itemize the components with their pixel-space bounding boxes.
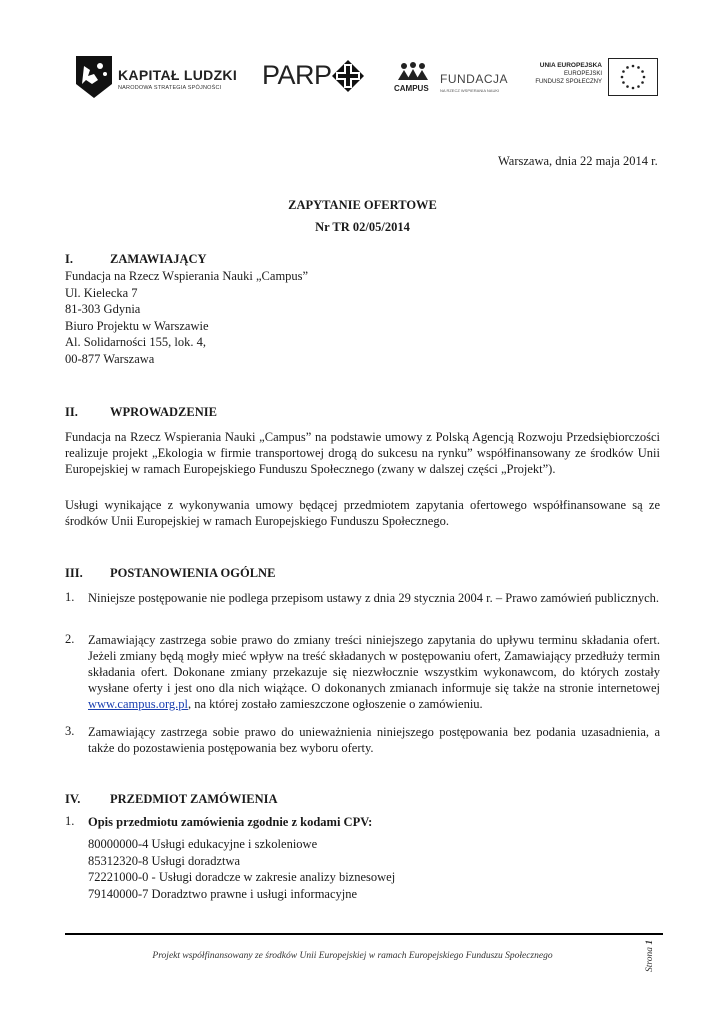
address-line: 00-877 Warszawa [65, 351, 155, 366]
eu-line-2: EUROPEJSKI [563, 71, 602, 77]
kapital-ludzki-logo-icon [72, 54, 114, 100]
footer-divider [65, 933, 663, 935]
eu-star-icon [632, 87, 635, 90]
campus-logo-text: CAMPUS [394, 84, 429, 93]
section-4-number: IV. [65, 792, 81, 806]
kapital-ludzki-subtitle: NARODOWA STRATEGIA SPÓJNOŚCI [118, 85, 222, 91]
section-3-title: POSTANOWIENIA OGÓLNE [110, 566, 276, 580]
footer-text: Projekt współfinansowany ze środków Unii Europejskiej w ramach Europejskiego Funduszu Społecznego [152, 951, 553, 961]
eu-star-icon [641, 70, 644, 73]
address-line: Fundacja na Rzecz Wspierania Nauki „Campus” [65, 269, 309, 283]
eu-star-icon [632, 65, 635, 68]
fundacja-logo-subtitle: NA RZECZ WSPIERANIA NAUKI [440, 88, 500, 93]
general-provision-1: Niniejsze postępowanie nie podlega przepisom ustawy z dnia 29 stycznia 2004 r. – Prawo zamówień publicznych. [88, 591, 660, 605]
logo-bar [0, 0, 725, 120]
section-4-title: PRZEDMIOT ZAMÓWIENIA [110, 792, 278, 806]
eu-star-icon [621, 76, 624, 79]
general-provision-2 [88, 632, 660, 712]
eu-star-icon [643, 76, 646, 79]
section-2-number: II. [65, 405, 78, 419]
eu-star-icon [626, 85, 629, 88]
parp-logo-icon [330, 58, 366, 94]
section-1-number: I. [65, 252, 73, 266]
eu-logo-text [520, 62, 602, 86]
section-2-title: WPROWADZENIE [110, 405, 217, 419]
address-line: Biuro Projektu w Warszawie [65, 318, 209, 333]
cpv-codes-list [88, 836, 395, 902]
cpv-code: 72221000-0 - Usługi doradcze w zakresie analizy biznesowej [88, 870, 396, 884]
document-date: Warszawa, dnia 22 maja 2014 r. [498, 154, 658, 168]
provision-2-text: Zamawiający zastrzega sobie prawo do zmiany treści niniejszego zapytania do upływu terminu składania ofert. Jeżeli zmiany będą mogły mieć wpływ na treść składanych w postępowaniu ofert, Zamawiający przedłuży termin składania ofert. Dokonane zmiany przekazuje się niezwłocznie wszystkim wykonawcom, do których zostały wysłane oferty i jest ono dla nich wiążące. O dokonanych zmianach informuje się także na stronie internetowej [88, 633, 660, 695]
address-line: Ul. Kielecka 7 [65, 285, 138, 300]
item-number: 1. [65, 814, 75, 828]
page-number-value: 1 [645, 939, 655, 945]
eu-star-icon [641, 81, 644, 84]
eu-star-icon [622, 70, 625, 73]
item-number: 1. [65, 590, 75, 604]
general-provision-3: Zamawiający zastrzega sobie prawo do unieważnienia niniejszego postępowania bez podania uzasadnienia, a także do pozostawienia postępowania bez wyboru oferty. [88, 725, 660, 755]
kapital-ludzki-title: KAPITAŁ LUDZKI [118, 67, 238, 83]
eu-star-icon [622, 81, 625, 84]
introduction-paragraph-1: Fundacja na Rzecz Wspierania Nauki „Campus” na podstawie umowy z Polską Agencją Rozwoju Przedsiębiorczości realizuje projekt „Ekologia w firmie transportowej drogą do sukcesu na rynku” współfinansowany ze środków Unii Europejskiej w ramach Europejskiego Funduszu Społecznego (zwany w dalszej części „Projekt”). [65, 430, 660, 476]
campus-website-link[interactable]: www.campus.org.pl [88, 697, 188, 711]
parp-logo-text: PARP [262, 60, 332, 90]
cpv-code: 85312320-8 Usługi doradztwa [88, 853, 241, 868]
provision-2-text-end: , na której zostało zamieszczone ogłoszenie o zamówieniu. [188, 697, 483, 711]
orderer-address [65, 268, 308, 367]
eu-star-icon [637, 66, 640, 69]
cpv-code: 79140000-7 Doradztwo prawne i usługi informacyjne [88, 886, 358, 901]
cpv-code: 80000000-4 Usługi edukacyjne i szkoleniowe [88, 837, 318, 851]
eu-flag-icon [608, 58, 658, 96]
page-label: Strona [645, 947, 655, 972]
item-number: 3. [65, 724, 75, 738]
cpv-heading: Opis przedmiotu zamówienia zgodnie z kodami CPV: [88, 815, 373, 829]
document-number: Nr TR 02/05/2014 [315, 220, 410, 234]
page-number [645, 940, 655, 972]
document-title: ZAPYTANIE OFERTOWE [288, 198, 437, 212]
eu-line-1: UNIA EUROPEJSKA [539, 62, 602, 69]
address-line: Al. Solidarności 155, lok. 4, [65, 335, 206, 349]
address-line: 81-303 Gdynia [65, 302, 141, 316]
section-1-title: ZAMAWIAJĄCY [110, 252, 207, 266]
eu-star-icon [637, 85, 640, 88]
eu-star-icon [626, 66, 629, 69]
fundacja-logo-text: FUNDACJA [440, 72, 509, 86]
item-number: 2. [65, 632, 75, 646]
introduction-paragraph-2: Usługi wynikające z wykonywania umowy będącej przedmiotem zapytania ofertowego współfinansowane są ze środków Unii Europejskiej w ramach Europejskiego Funduszu Społecznego. [65, 498, 660, 528]
section-3-number: III. [65, 566, 83, 580]
eu-line-3: FUNDUSZ SPOŁECZNY [535, 79, 602, 85]
campus-figures-icon [396, 62, 430, 82]
